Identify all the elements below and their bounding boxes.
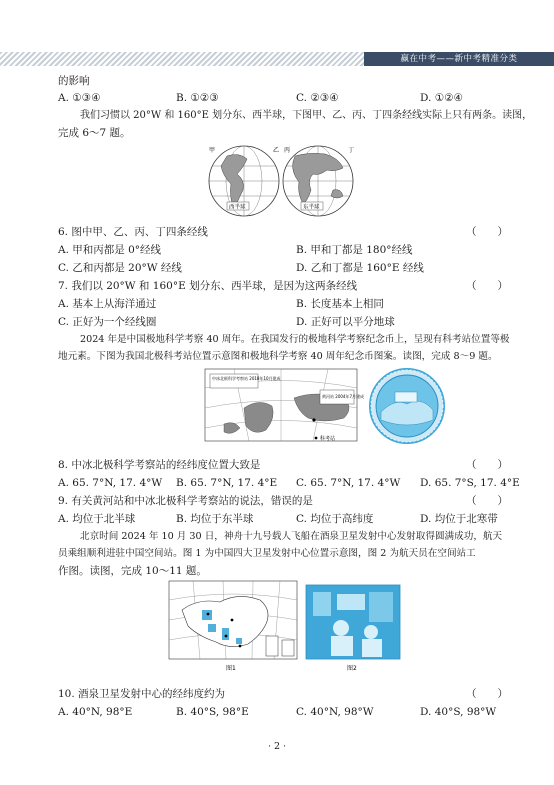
intro-text: 员乘组顺利进驻中国空间站。图 1 为中国四大卫星发射中心位置示意图，图 2 为航天员在空间站工 bbox=[58, 548, 476, 559]
station-label: 中冰北极科学考察站 2018年10月建成 bbox=[212, 376, 281, 381]
question-6: 6. 图中甲、乙、丙、丁四条经线 bbox=[58, 226, 208, 238]
figure-caption: 图2 bbox=[347, 665, 357, 672]
intro-text: 北京时间 2024 年 10 月 30 日，神舟十九号载人飞船在酒泉卫星发射中心发射取得圆满成功，航天 bbox=[80, 531, 503, 542]
legend-marker bbox=[315, 437, 318, 440]
option-d: D. 65. 7°S, 17. 4°E bbox=[420, 477, 520, 489]
station-label: 黄河站 2004年7月建成 bbox=[322, 394, 364, 399]
china-launch-map bbox=[168, 580, 298, 672]
option-b: B. 均位于东半球 bbox=[176, 513, 254, 525]
option-b: B. 长度基本上相同 bbox=[296, 298, 384, 310]
meridian-label: 丙 bbox=[284, 147, 291, 154]
answer-bracket: （ ） bbox=[466, 688, 508, 700]
option-b: B. 65. 7°N, 17. 4°E bbox=[176, 477, 278, 489]
option-d: D. 乙和丁都是 160°E 经线 bbox=[296, 262, 424, 274]
option-b: B. ①②③ bbox=[176, 92, 219, 104]
option-d: D. ①②④ bbox=[420, 92, 463, 104]
meridian-label: 乙 bbox=[273, 147, 280, 154]
option-b: B. 甲和丁都是 180°经线 bbox=[296, 244, 413, 256]
intro-text: 我们习惯以 20°W 和 160°E 划分东、西半球，下图甲、乙、丙、丁四条经线实际上只有两条。读图， bbox=[80, 110, 533, 121]
option-b: B. 40°S, 98°E bbox=[176, 706, 249, 718]
option-a: A. ①③④ bbox=[58, 92, 101, 104]
option-d: D. 均位于北寒带 bbox=[420, 513, 498, 525]
meridian-label: 丁 bbox=[348, 147, 355, 154]
intro-text: 地元素。下图为我国北极科考站位置示意图和极地科学考察 40 周年纪念币图案。读图，完成 8～9 题。 bbox=[58, 351, 498, 362]
text-line: 的影响 bbox=[58, 75, 90, 87]
option-a: A. 均位于北半球 bbox=[58, 513, 136, 525]
question-10: 10. 酒泉卫星发射中心的经纬度约为 bbox=[58, 688, 226, 700]
option-a: A. 基本上从海洋通过 bbox=[58, 298, 157, 310]
option-a: A. 甲和丙都是 0°经线 bbox=[58, 244, 162, 256]
legend-label: 科考站 bbox=[320, 436, 336, 442]
hemisphere-label: 东半球 bbox=[303, 204, 320, 211]
intro-text: 作图。读图，完成 10～11 题。 bbox=[58, 565, 207, 577]
option-c: C. 正好为一个经线圈 bbox=[58, 316, 157, 328]
answer-bracket: （ ） bbox=[466, 495, 508, 507]
station-marker bbox=[312, 418, 315, 421]
page-number: · 2 · bbox=[267, 741, 287, 752]
commemorative-coin bbox=[365, 368, 449, 448]
answer-bracket: （ ） bbox=[466, 280, 508, 292]
option-c: C. 65. 7°N, 17. 4°W bbox=[296, 477, 401, 489]
meridian-label: 甲 bbox=[209, 147, 216, 154]
option-c: C. ②③④ bbox=[296, 92, 339, 104]
hemisphere-label: 西半球 bbox=[229, 204, 246, 211]
question-8: 8. 中冰北极科学考察站的经纬度位置大致是 bbox=[58, 459, 261, 471]
answer-bracket: （ ） bbox=[466, 226, 508, 238]
option-a: A. 40°N, 98°E bbox=[58, 706, 133, 718]
intro-text: 2024 年是中国极地科学考察 40 周年。在我国发行的极地科学考察纪念币上，呈现有科考站位置等极 bbox=[80, 334, 510, 345]
question-9: 9. 有关黄河站和中冰北极科学考察站的说法，错误的是 bbox=[58, 495, 313, 507]
answer-bracket: （ ） bbox=[466, 459, 508, 471]
option-d: D. 正好可以平分地球 bbox=[296, 316, 395, 328]
intro-text: 完成 6～7 题。 bbox=[58, 127, 131, 139]
option-d: D. 40°S, 98°W bbox=[420, 706, 497, 718]
option-c: C. 均位于高纬度 bbox=[296, 513, 374, 525]
hemisphere-map bbox=[207, 144, 355, 218]
question-7: 7. 我们以 20°W 和 160°E 划分东、西半球，是因为这两条经线 bbox=[58, 280, 358, 292]
option-c: C. 乙和丙都是 20°W 经线 bbox=[58, 262, 182, 274]
header-banner: 赢在中考——新中考精准分类 bbox=[364, 52, 554, 66]
space-station-photo bbox=[305, 584, 401, 672]
option-c: C. 40°N, 98°W bbox=[296, 706, 374, 718]
option-a: A. 65. 7°N, 17. 4°W bbox=[58, 477, 163, 489]
figure-caption: 图1 bbox=[226, 665, 236, 672]
arctic-station-map bbox=[204, 368, 364, 448]
